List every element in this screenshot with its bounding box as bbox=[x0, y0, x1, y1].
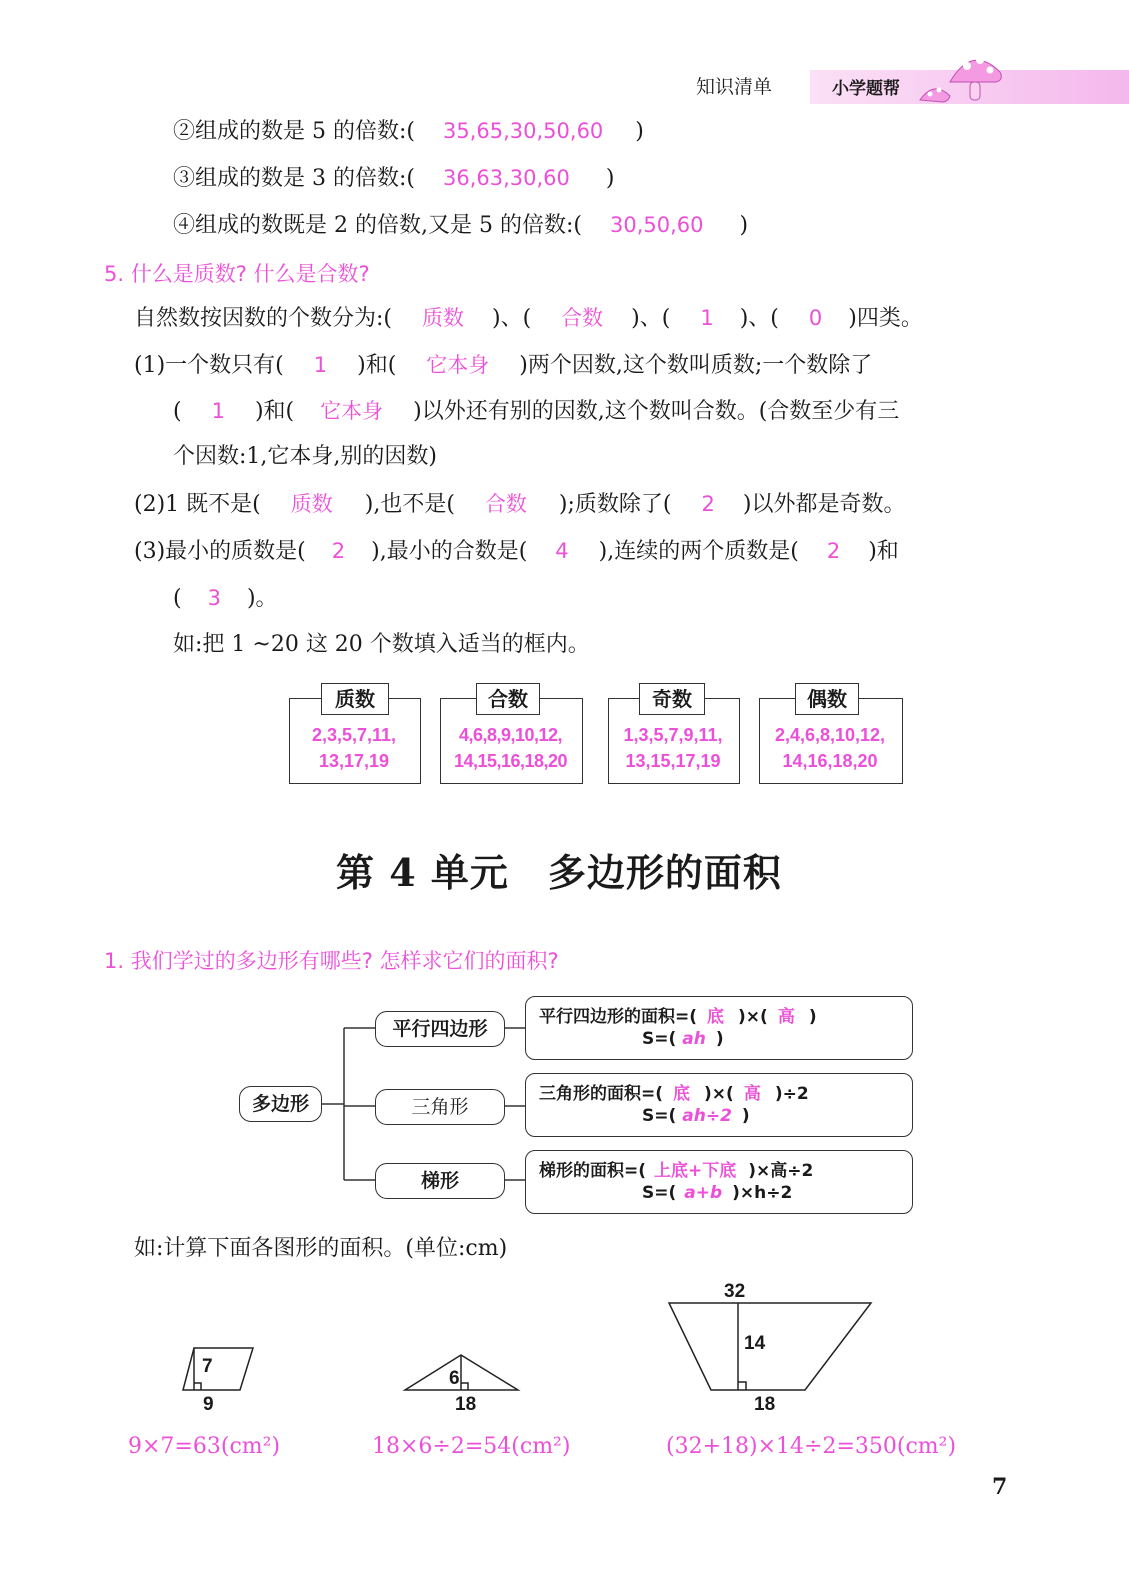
unit-title: 第 4 单元 多边形的面积 bbox=[336, 850, 782, 895]
odd-content: 1,3,5,7,9,11, 13,15,17,19 bbox=[623, 725, 723, 771]
para-base: 9 bbox=[203, 1394, 214, 1415]
q1-heading: 1. 我们学过的多边形有哪些? 怎样求它们的面积? bbox=[104, 949, 559, 973]
multiple-5-line: ②组成的数是 5 的倍数:( 35,65,30,50,60 ) bbox=[173, 119, 644, 144]
header-section: 知识清单 bbox=[696, 76, 773, 98]
answer: 35,65,30,50,60 bbox=[442, 119, 604, 143]
classify-line: 自然数按因数的个数分为:( 质数 )、( 合数 )、( 1 )、( 0 )四类。 bbox=[134, 306, 923, 331]
composite-content: 4,6,8,9,10,12, 14,15,16,18,20 bbox=[453, 725, 568, 771]
even-label: 偶数 bbox=[795, 683, 859, 715]
prime-content: 2,3,5,7,11, 13,17,19 bbox=[311, 725, 397, 771]
multiple-2-and-5-line: ④组成的数既是 2 的倍数,又是 5 的倍数:( 30,50,60 ) bbox=[173, 213, 749, 238]
q5-p1-line2: ( 1 )和( 它本身 )以外还有别的因数,这个数叫合数。(合数至少有三 bbox=[173, 399, 900, 424]
even-content: 2,4,6,8,10,12, 14,16,18,20 bbox=[774, 725, 886, 771]
parallelogram-node: 平行四边形 bbox=[375, 1011, 505, 1047]
parallelogram-formula-box: 平行四边形的面积=( 底 )×( 高 ) S=( ah ) bbox=[525, 996, 913, 1060]
trap-top: 32 bbox=[724, 1281, 746, 1302]
answer: 36,63,30,60 bbox=[442, 166, 570, 190]
para-calc: 9×7=63(cm²) bbox=[128, 1434, 281, 1459]
trapezoid-formula-box: 梯形的面积=( 上底+下底 )×高÷2 S=( a+b )×h÷2 bbox=[525, 1150, 913, 1214]
composite-label: 合数 bbox=[476, 683, 540, 715]
tri-calc: 18×6÷2=54(cm²) bbox=[372, 1434, 571, 1459]
q5-p2-line: (2)1 既不是( 质数 ),也不是( 合数 );质数除了( 2 )以外都是奇数。 bbox=[134, 492, 906, 517]
q5-p1-line3: 个因数:1,它本身,别的因数) bbox=[173, 444, 437, 469]
polygon-root-node: 多边形 bbox=[239, 1086, 322, 1122]
triangle-node: 三角形 bbox=[375, 1089, 505, 1125]
trapezoid-node: 梯形 bbox=[375, 1163, 505, 1199]
tri-base: 18 bbox=[455, 1394, 477, 1415]
answer: 30,50,60 bbox=[609, 213, 704, 237]
triangle-formula-box: 三角形的面积=( 底 )×( 高 )÷2 S=( ah÷2 ) bbox=[525, 1073, 913, 1137]
header-brand: 小学题帮 bbox=[832, 79, 900, 99]
trap-calc: (32+18)×14÷2=350(cm²) bbox=[666, 1434, 957, 1459]
q5-p3-line1: (3)最小的质数是( 2 ),最小的合数是( 4 ),连续的两个质数是( 2 )和 bbox=[134, 539, 899, 564]
multiple-3-line: ③组成的数是 3 的倍数:( 36,63,30,60 ) bbox=[173, 166, 615, 191]
q5-example: 如:把 1 ~20 这 20 个数填入适当的框内。 bbox=[173, 632, 590, 657]
trap-height: 14 bbox=[744, 1333, 766, 1354]
q5-heading: 5. 什么是质数? 什么是合数? bbox=[104, 262, 370, 286]
prime-label: 质数 bbox=[321, 683, 389, 715]
odd-label: 奇数 bbox=[639, 683, 705, 715]
para-height: 7 bbox=[202, 1356, 213, 1377]
trap-bottom: 18 bbox=[754, 1394, 776, 1415]
tri-height: 6 bbox=[449, 1368, 460, 1389]
page-number: 7 bbox=[992, 1474, 1008, 1500]
q5-p1-line1: (1)一个数只有( 1 )和( 它本身 )两个因数,这个数叫质数;一个数除了 bbox=[134, 353, 873, 378]
q5-p3-line2: ( 3 )。 bbox=[173, 586, 278, 611]
q1-example: 如:计算下面各图形的面积。(单位:cm) bbox=[134, 1236, 508, 1261]
